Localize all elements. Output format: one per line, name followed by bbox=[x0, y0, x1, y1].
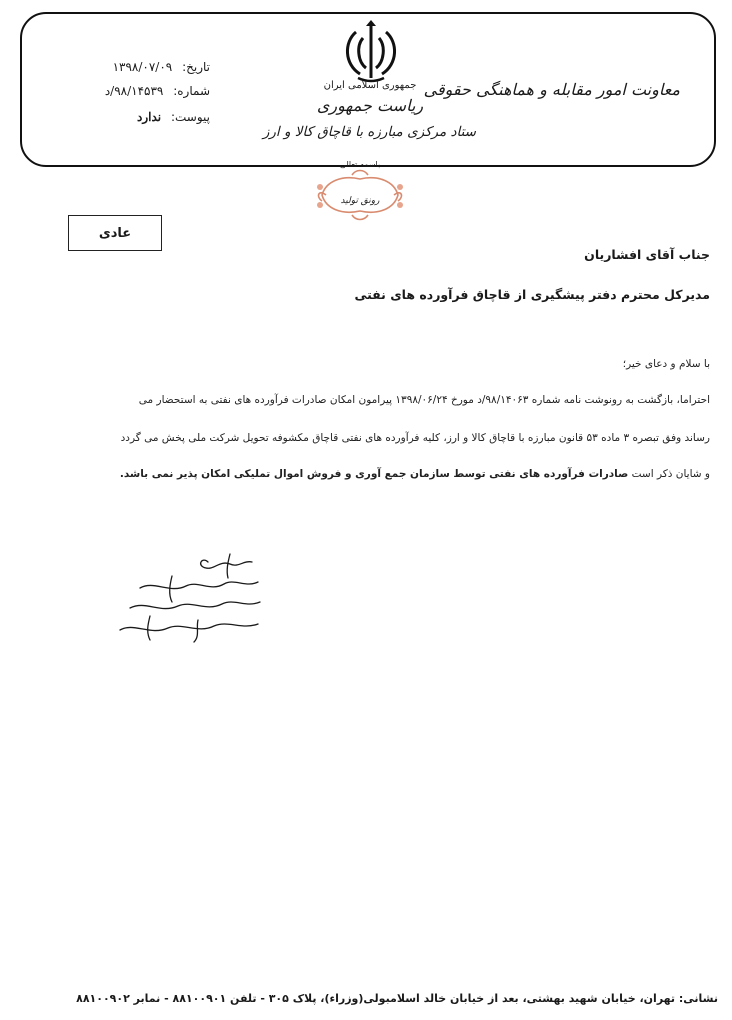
number-label: شماره: bbox=[173, 84, 210, 98]
body-line-3 bbox=[120, 468, 710, 480]
motto-heading: باسمه تعالی bbox=[339, 160, 381, 169]
emblem-line-country: جمهوری اسلامی ایران bbox=[323, 80, 417, 91]
handwritten-signature bbox=[110, 550, 270, 650]
body-line-1: احتراما، بازگشت به رونوشت نامه شماره ۹۸/۱۴۰۶۳/د مورخ ۱۳۹۸/۰۶/۲۴ پیرامون امکان صادرات فرآورده های نفتی به استحضار می bbox=[138, 394, 710, 406]
priority-badge: عادی bbox=[68, 215, 162, 251]
motto-ornament-icon bbox=[312, 165, 408, 225]
motto-text: رونق تولید bbox=[340, 196, 380, 206]
attachment-label: پیوست: bbox=[170, 110, 210, 124]
body-line-3-text: و شایان ذکر است bbox=[628, 468, 710, 480]
recipient-name: جناب آقای افشاریان bbox=[584, 247, 710, 262]
attachment-row bbox=[137, 110, 210, 130]
greeting: با سلام و دعای خیر؛ bbox=[622, 358, 710, 370]
iran-emblem-icon bbox=[336, 18, 406, 88]
recipient-title: مدیرکل محترم دفتر پیشگیری از قاچاق فرآورده های نفتی bbox=[354, 287, 710, 302]
date-row bbox=[113, 60, 210, 80]
number-value: ۹۸/۱۴۵۳۹/د bbox=[104, 84, 164, 98]
date-label: تاریخ: bbox=[182, 60, 210, 74]
attachment-value: ندارد bbox=[137, 110, 162, 124]
emblem-line-presidency: ریاست جمهوری bbox=[316, 96, 424, 115]
number-row bbox=[105, 84, 210, 104]
emblem-line-headquarters: ستاد مرکزی مبارزه با قاچاق کالا و ارز bbox=[262, 124, 476, 140]
department-title: معاونت امور مقابله و هماهنگی حقوقی bbox=[423, 80, 680, 99]
body-line-3-emphasis: صادرات فرآورده های نفتی توسط سازمان جمع آوری و فروش اموال تملیکی امکان پذیر نمی باشد. bbox=[119, 468, 629, 480]
body-line-2: رساند وفق تبصره ۳ ماده ۵۳ قانون مبارزه با قاچاق کالا و ارز، کلیه فرآورده های نفتی قاچاق مکشوفه تحویل شرکت ملی پخش می گردد bbox=[120, 432, 710, 444]
footer-address: نشانی: تهران، خیابان شهید بهشتی، بعد از خیابان خالد اسلامبولی(وزراء)، پلاک ۳۰۵ - تلفن ۸۸۱۰۰۹۰۱ - نمابر ۸۸۱۰۰۹۰۲ bbox=[76, 992, 718, 1005]
date-value: ۱۳۹۸/۰۷/۰۹ bbox=[112, 60, 173, 74]
